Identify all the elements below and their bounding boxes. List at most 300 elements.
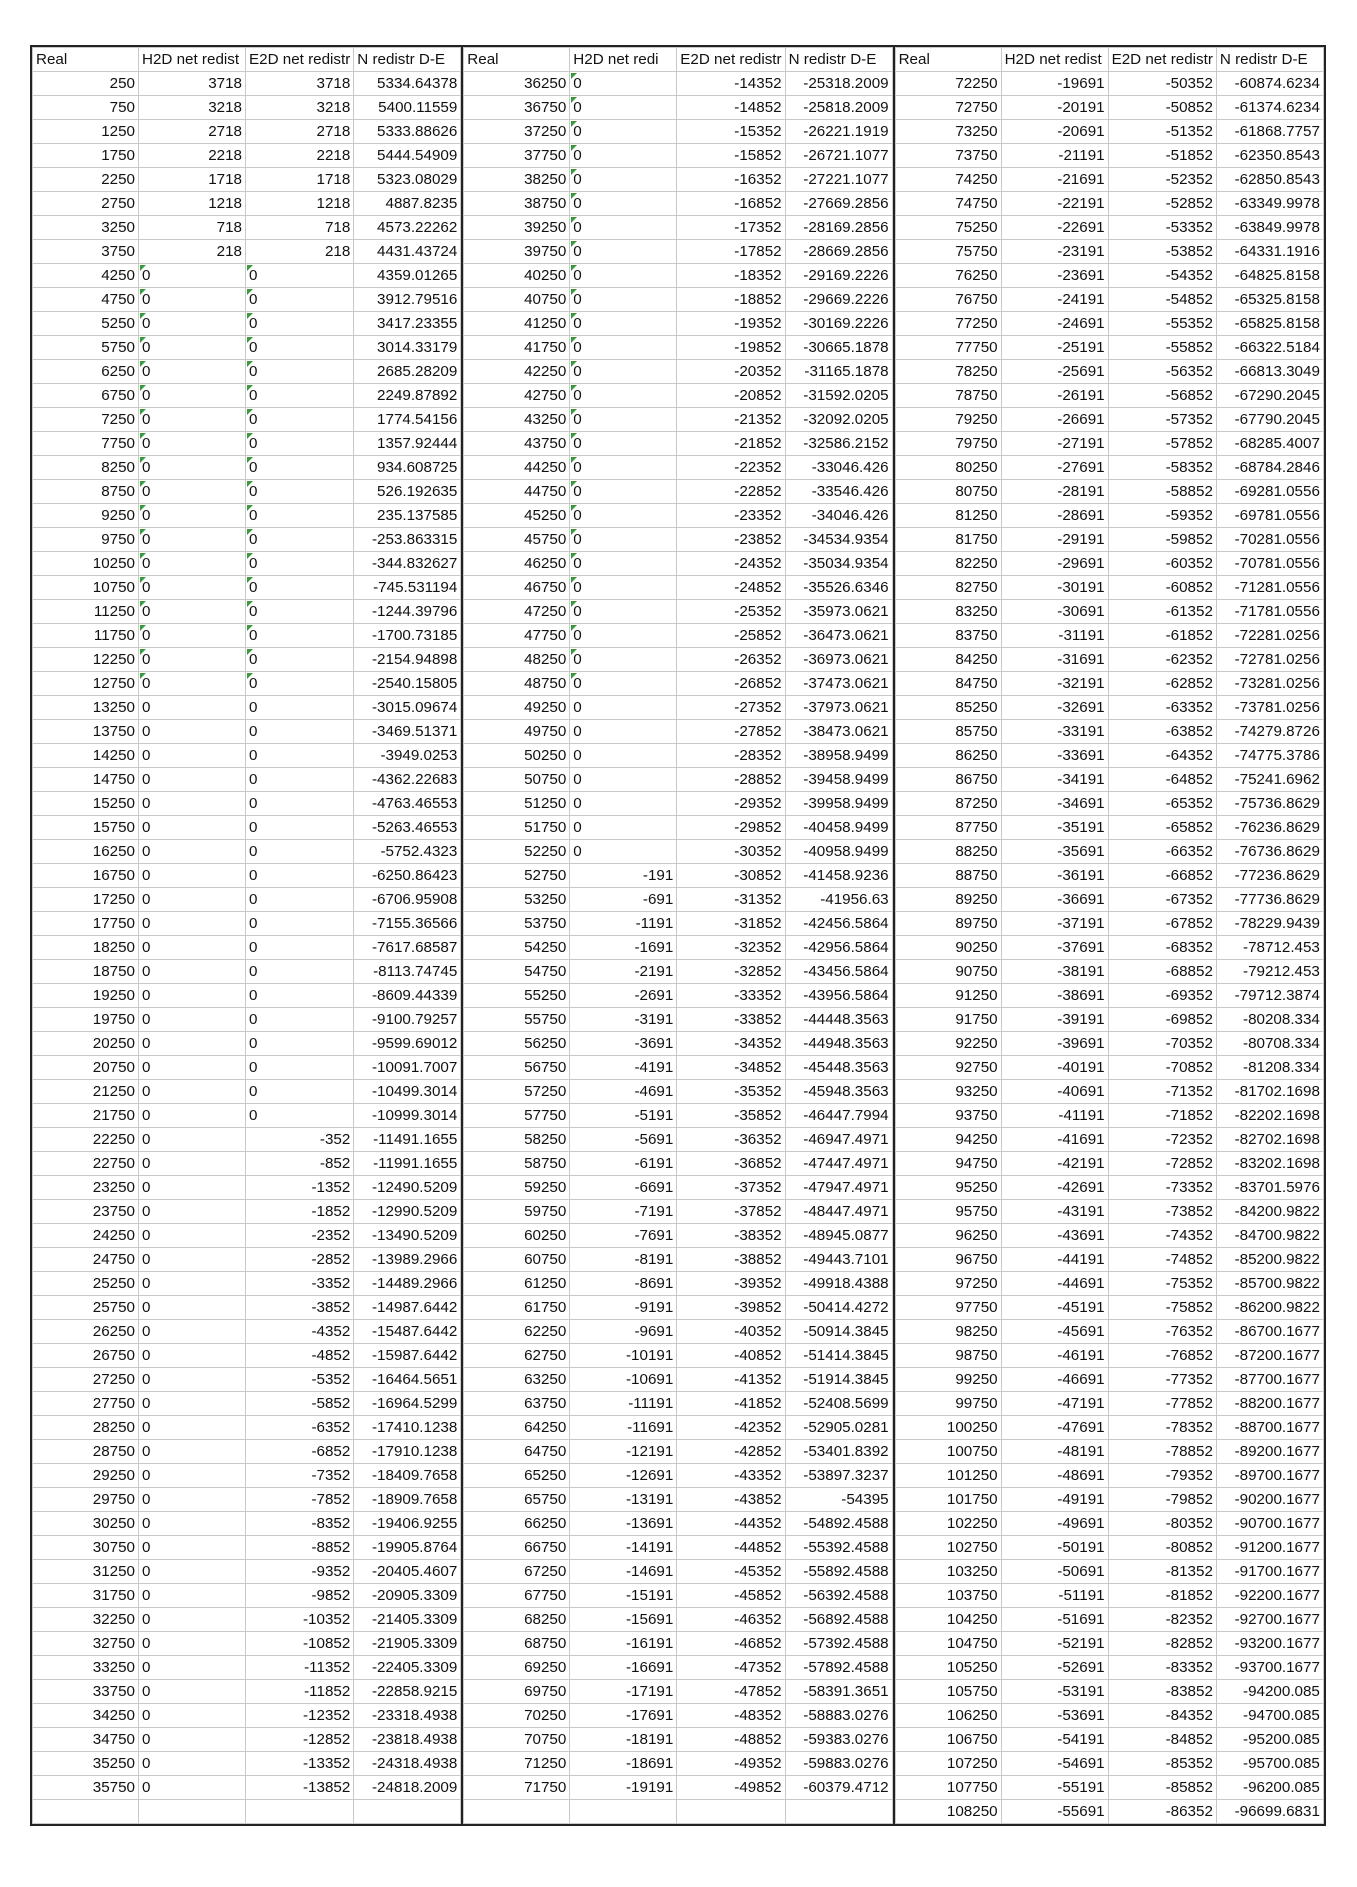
table-cell[interactable]: 5333.88626 [354,120,461,144]
table-cell[interactable]: 1718 [246,168,354,192]
table-cell[interactable]: 0 [139,888,246,912]
table-cell[interactable]: 0 [570,336,677,360]
table-cell[interactable]: -25818.2009 [785,96,892,120]
table-cell[interactable]: 31750 [33,1584,139,1608]
table-cell[interactable]: 0 [139,984,246,1008]
table-cell[interactable]: 0 [570,264,677,288]
table-cell[interactable]: 0 [570,840,677,864]
column-header[interactable]: N redistr D-E [354,48,461,72]
table-cell[interactable]: 0 [139,408,246,432]
table-cell[interactable]: 1357.92444 [354,432,461,456]
table-cell[interactable]: 101250 [895,1464,1001,1488]
table-cell[interactable]: 0 [570,384,677,408]
table-cell[interactable]: 22250 [33,1128,139,1152]
table-cell[interactable]: 0 [570,144,677,168]
table-cell[interactable]: 45750 [464,528,570,552]
table-cell[interactable]: -43191 [1001,1200,1108,1224]
table-cell[interactable]: -4362.22683 [354,768,461,792]
table-cell[interactable]: -44948.3563 [785,1032,892,1056]
table-cell[interactable]: 22750 [33,1152,139,1176]
table-cell[interactable]: -18409.7658 [354,1464,461,1488]
table-cell[interactable]: -44691 [1001,1272,1108,1296]
table-cell[interactable]: 9250 [33,504,139,528]
table-cell[interactable]: -19191 [570,1776,677,1800]
table-cell[interactable]: 107250 [895,1752,1001,1776]
table-cell[interactable]: -31852 [677,912,785,936]
table-cell[interactable]: -41956.63 [785,888,892,912]
table-cell[interactable]: -38352 [677,1224,785,1248]
table-cell[interactable]: 0 [570,768,677,792]
table-cell[interactable]: -48191 [1001,1440,1108,1464]
table-cell[interactable]: -2191 [570,960,677,984]
table-cell[interactable]: 79250 [895,408,1001,432]
table-cell[interactable]: -8691 [570,1272,677,1296]
table-cell[interactable]: 2218 [246,144,354,168]
table-cell[interactable]: -48691 [1001,1464,1108,1488]
table-cell[interactable]: -31592.0205 [785,384,892,408]
table-cell[interactable]: 0 [139,1560,246,1584]
table-cell[interactable]: -32691 [1001,696,1108,720]
table-cell[interactable]: -31691 [1001,648,1108,672]
table-cell[interactable]: 0 [139,1224,246,1248]
table-cell[interactable]: -51691 [1001,1608,1108,1632]
table-cell[interactable]: -29669.2226 [785,288,892,312]
table-cell[interactable]: -21905.3309 [354,1632,461,1656]
table-cell[interactable]: -61374.6234 [1216,96,1323,120]
table-cell[interactable]: -74775.3786 [1216,744,1323,768]
table-cell[interactable]: 21250 [33,1080,139,1104]
table-cell[interactable]: 0 [246,792,354,816]
table-cell[interactable]: -41852 [677,1392,785,1416]
table-cell[interactable]: -80352 [1108,1512,1216,1536]
table-cell[interactable] [785,1800,892,1824]
table-cell[interactable]: 0 [570,576,677,600]
table-cell[interactable]: 14750 [33,768,139,792]
table-cell[interactable]: 24250 [33,1224,139,1248]
table-cell[interactable]: -73781.0256 [1216,696,1323,720]
table-cell[interactable]: -80208.334 [1216,1008,1323,1032]
table-cell[interactable]: -76852 [1108,1344,1216,1368]
table-cell[interactable]: 0 [139,1176,246,1200]
table-cell[interactable]: 81750 [895,528,1001,552]
table-cell[interactable]: -57852 [1108,432,1216,456]
table-cell[interactable]: 0 [246,672,354,696]
table-cell[interactable]: -10352 [246,1608,354,1632]
table-cell[interactable]: -11352 [246,1656,354,1680]
table-cell[interactable]: -66813.3049 [1216,360,1323,384]
table-cell[interactable]: -68352 [1108,936,1216,960]
table-cell[interactable]: -83701.5976 [1216,1176,1323,1200]
table-cell[interactable]: -68852 [1108,960,1216,984]
table-cell[interactable]: 0 [570,168,677,192]
table-cell[interactable]: 0 [139,720,246,744]
table-cell[interactable]: 32250 [33,1608,139,1632]
table-cell[interactable]: 4250 [33,264,139,288]
table-cell[interactable]: -52905.0281 [785,1416,892,1440]
table-cell[interactable]: -95200.085 [1216,1728,1323,1752]
table-cell[interactable]: 80250 [895,456,1001,480]
table-cell[interactable]: 67250 [464,1560,570,1584]
table-cell[interactable]: -50914.3845 [785,1320,892,1344]
table-cell[interactable]: -43956.5864 [785,984,892,1008]
table-cell[interactable]: 26750 [33,1344,139,1368]
table-cell[interactable]: 35750 [33,1776,139,1800]
table-cell[interactable]: -63352 [1108,696,1216,720]
table-cell[interactable]: -17691 [570,1704,677,1728]
table-cell[interactable]: -64331.1916 [1216,240,1323,264]
table-cell[interactable]: 0 [139,1680,246,1704]
table-cell[interactable]: -46191 [1001,1344,1108,1368]
table-cell[interactable]: 63750 [464,1392,570,1416]
table-cell[interactable]: -70852 [1108,1056,1216,1080]
table-cell[interactable]: -18352 [677,264,785,288]
table-cell[interactable]: 0 [570,816,677,840]
table-cell[interactable]: -50191 [1001,1536,1108,1560]
table-cell[interactable]: -32352 [677,936,785,960]
table-cell[interactable]: 218 [246,240,354,264]
table-cell[interactable]: -50352 [1108,72,1216,96]
table-cell[interactable]: 11250 [33,600,139,624]
table-cell[interactable]: -7352 [246,1464,354,1488]
table-cell[interactable]: 96250 [895,1224,1001,1248]
table-cell[interactable]: -26721.1077 [785,144,892,168]
table-cell[interactable]: 0 [139,1368,246,1392]
table-cell[interactable]: -87200.1677 [1216,1344,1323,1368]
table-cell[interactable]: -56352 [1108,360,1216,384]
table-cell[interactable]: 99250 [895,1368,1001,1392]
table-cell[interactable]: 48750 [464,672,570,696]
table-cell[interactable]: 62750 [464,1344,570,1368]
table-cell[interactable]: 0 [246,408,354,432]
table-cell[interactable]: 0 [139,1080,246,1104]
table-cell[interactable]: -85352 [1108,1752,1216,1776]
table-cell[interactable]: -21191 [1001,144,1108,168]
table-cell[interactable]: 16750 [33,864,139,888]
table-cell[interactable]: -74279.8726 [1216,720,1323,744]
table-cell[interactable]: 0 [570,744,677,768]
table-cell[interactable]: -18691 [570,1752,677,1776]
table-cell[interactable]: -56392.4588 [785,1584,892,1608]
table-cell[interactable]: 0 [139,456,246,480]
table-cell[interactable]: -22405.3309 [354,1656,461,1680]
table-cell[interactable]: -46852 [677,1632,785,1656]
table-cell[interactable]: -14852 [677,96,785,120]
table-cell[interactable]: -10852 [246,1632,354,1656]
table-cell[interactable]: -34852 [677,1056,785,1080]
table-cell[interactable]: -12352 [246,1704,354,1728]
table-cell[interactable]: -42956.5864 [785,936,892,960]
column-header[interactable]: H2D net redi [570,48,677,72]
table-cell[interactable]: -47191 [1001,1392,1108,1416]
table-cell[interactable]: -39691 [1001,1032,1108,1056]
table-cell[interactable]: -32586.2152 [785,432,892,456]
table-cell[interactable]: 58750 [464,1152,570,1176]
table-cell[interactable]: 0 [246,864,354,888]
table-cell[interactable]: 0 [139,1416,246,1440]
table-cell[interactable]: -1352 [246,1176,354,1200]
table-cell[interactable] [33,1800,139,1824]
table-cell[interactable]: -45448.3563 [785,1056,892,1080]
table-cell[interactable]: -54892.4588 [785,1512,892,1536]
table-cell[interactable]: 0 [246,528,354,552]
column-header[interactable]: Real [895,48,1001,72]
table-cell[interactable]: -41691 [1001,1128,1108,1152]
table-cell[interactable]: 30750 [33,1536,139,1560]
table-cell[interactable]: 0 [139,1608,246,1632]
table-cell[interactable]: 0 [139,1440,246,1464]
table-cell[interactable]: 0 [246,840,354,864]
table-cell[interactable]: -22858.9215 [354,1680,461,1704]
table-cell[interactable]: 93250 [895,1080,1001,1104]
table-cell[interactable]: 0 [139,1728,246,1752]
table-cell[interactable]: 48250 [464,648,570,672]
table-cell[interactable]: 106750 [895,1728,1001,1752]
table-cell[interactable]: -21691 [1001,168,1108,192]
table-cell[interactable]: -88200.1677 [1216,1392,1323,1416]
table-cell[interactable]: -16852 [677,192,785,216]
table-cell[interactable]: -2852 [246,1248,354,1272]
table-cell[interactable]: -57352 [1108,408,1216,432]
table-cell[interactable]: 87250 [895,792,1001,816]
table-cell[interactable]: -71281.0556 [1216,576,1323,600]
table-cell[interactable]: 7750 [33,432,139,456]
table-cell[interactable]: -23691 [1001,264,1108,288]
table-cell[interactable]: 26250 [33,1320,139,1344]
table-cell[interactable]: 53250 [464,888,570,912]
table-cell[interactable]: -58391.3651 [785,1680,892,1704]
table-cell[interactable]: 0 [570,72,677,96]
table-cell[interactable]: 60250 [464,1224,570,1248]
table-cell[interactable]: 0 [139,696,246,720]
table-cell[interactable]: -23352 [677,504,785,528]
table-cell[interactable]: -12691 [570,1464,677,1488]
table-cell[interactable]: -14691 [570,1560,677,1584]
table-cell[interactable]: 38750 [464,192,570,216]
table-cell[interactable]: -16964.5299 [354,1392,461,1416]
table-cell[interactable]: -34352 [677,1032,785,1056]
table-cell[interactable]: -73352 [1108,1176,1216,1200]
table-cell[interactable]: -90200.1677 [1216,1488,1323,1512]
table-cell[interactable]: 97750 [895,1296,1001,1320]
table-cell[interactable]: 52250 [464,840,570,864]
table-cell[interactable]: -43456.5864 [785,960,892,984]
table-cell[interactable]: -35852 [677,1104,785,1128]
table-cell[interactable]: -60379.4712 [785,1776,892,1800]
table-cell[interactable]: 89250 [895,888,1001,912]
table-cell[interactable]: -33546.426 [785,480,892,504]
table-cell[interactable]: -52352 [1108,168,1216,192]
table-cell[interactable]: 2718 [139,120,246,144]
table-cell[interactable]: -691 [570,888,677,912]
table-cell[interactable]: -4691 [570,1080,677,1104]
table-cell[interactable]: 0 [246,384,354,408]
table-cell[interactable]: -19905.8764 [354,1536,461,1560]
table-cell[interactable]: -20852 [677,384,785,408]
table-cell[interactable]: 28750 [33,1440,139,1464]
table-cell[interactable]: 0 [246,552,354,576]
table-cell[interactable]: -46352 [677,1608,785,1632]
table-cell[interactable]: 66250 [464,1512,570,1536]
table-cell[interactable]: -28191 [1001,480,1108,504]
table-cell[interactable]: -25352 [677,600,785,624]
table-cell[interactable]: -67790.2045 [1216,408,1323,432]
table-cell[interactable]: -40958.9499 [785,840,892,864]
table-cell[interactable]: 0 [570,504,677,528]
table-cell[interactable]: -19691 [1001,72,1108,96]
table-cell[interactable]: -37352 [677,1176,785,1200]
table-cell[interactable]: -51852 [1108,144,1216,168]
table-cell[interactable]: 0 [246,912,354,936]
table-cell[interactable]: -61868.7757 [1216,120,1323,144]
table-cell[interactable]: -81352 [1108,1560,1216,1584]
table-cell[interactable]: -6852 [246,1440,354,1464]
table-cell[interactable]: -28169.2856 [785,216,892,240]
table-cell[interactable]: 93750 [895,1104,1001,1128]
table-cell[interactable]: 71750 [464,1776,570,1800]
table-cell[interactable]: -12852 [246,1728,354,1752]
table-cell[interactable]: 18750 [33,960,139,984]
table-cell[interactable]: 69250 [464,1656,570,1680]
table-cell[interactable]: -7191 [570,1200,677,1224]
table-cell[interactable]: -43852 [677,1488,785,1512]
table-cell[interactable]: -5263.46553 [354,816,461,840]
table-cell[interactable]: -82352 [1108,1608,1216,1632]
table-cell[interactable]: 68750 [464,1632,570,1656]
table-cell[interactable]: 104750 [895,1632,1001,1656]
table-cell[interactable]: -84852 [1108,1728,1216,1752]
table-cell[interactable]: -47691 [1001,1416,1108,1440]
table-cell[interactable]: 2250 [33,168,139,192]
table-cell[interactable]: 14250 [33,744,139,768]
table-cell[interactable]: 0 [570,672,677,696]
table-cell[interactable]: 6750 [33,384,139,408]
table-cell[interactable]: 0 [139,288,246,312]
table-cell[interactable]: -62850.8543 [1216,168,1323,192]
table-cell[interactable]: 12750 [33,672,139,696]
table-cell[interactable]: 32750 [33,1632,139,1656]
table-cell[interactable]: -73281.0256 [1216,672,1323,696]
table-cell[interactable]: -85852 [1108,1776,1216,1800]
table-cell[interactable]: -75736.8629 [1216,792,1323,816]
table-cell[interactable] [139,1800,246,1824]
table-cell[interactable]: 0 [570,288,677,312]
table-cell[interactable]: 0 [570,360,677,384]
table-cell[interactable]: -26852 [677,672,785,696]
table-cell[interactable]: 0 [246,888,354,912]
table-cell[interactable]: -51414.3845 [785,1344,892,1368]
table-cell[interactable]: 3718 [139,72,246,96]
table-cell[interactable]: -13490.5209 [354,1224,461,1248]
table-cell[interactable]: -40352 [677,1320,785,1344]
table-cell[interactable]: 92750 [895,1056,1001,1080]
table-cell[interactable]: 0 [139,360,246,384]
table-cell[interactable]: 61750 [464,1296,570,1320]
table-cell[interactable]: 0 [246,1104,354,1128]
table-cell[interactable] [246,1800,354,1824]
table-cell[interactable]: -44448.3563 [785,1008,892,1032]
table-cell[interactable]: -65352 [1108,792,1216,816]
table-cell[interactable]: 2249.87892 [354,384,461,408]
table-cell[interactable]: -3949.0253 [354,744,461,768]
table-cell[interactable]: -39852 [677,1296,785,1320]
table-cell[interactable]: 105250 [895,1656,1001,1680]
table-cell[interactable]: -38852 [677,1248,785,1272]
table-cell[interactable]: -94700.085 [1216,1704,1323,1728]
table-cell[interactable]: -3852 [246,1296,354,1320]
table-cell[interactable]: 40750 [464,288,570,312]
table-cell[interactable]: -92200.1677 [1216,1584,1323,1608]
table-cell[interactable]: -6250.86423 [354,864,461,888]
table-cell[interactable]: 0 [570,96,677,120]
table-cell[interactable] [354,1800,461,1824]
table-cell[interactable]: -33046.426 [785,456,892,480]
table-cell[interactable]: -40458.9499 [785,816,892,840]
table-cell[interactable]: -34534.9354 [785,528,892,552]
table-cell[interactable]: 0 [139,1272,246,1296]
table-cell[interactable]: -17410.1238 [354,1416,461,1440]
table-cell[interactable]: 70750 [464,1728,570,1752]
column-header[interactable]: Real [464,48,570,72]
table-cell[interactable]: 75750 [895,240,1001,264]
table-cell[interactable]: 0 [246,984,354,1008]
table-cell[interactable]: -4763.46553 [354,792,461,816]
table-cell[interactable]: -59852 [1108,528,1216,552]
table-cell[interactable]: -19352 [677,312,785,336]
table-cell[interactable]: 91750 [895,1008,1001,1032]
table-cell[interactable]: -39958.9499 [785,792,892,816]
table-cell[interactable]: -48447.4971 [785,1200,892,1224]
table-cell[interactable]: -8609.44339 [354,984,461,1008]
table-cell[interactable]: -22352 [677,456,785,480]
table-cell[interactable]: 0 [246,744,354,768]
table-cell[interactable]: -50691 [1001,1560,1108,1584]
table-cell[interactable]: -24691 [1001,312,1108,336]
table-cell[interactable]: 250 [33,72,139,96]
table-cell[interactable]: 63250 [464,1368,570,1392]
table-cell[interactable]: -27669.2856 [785,192,892,216]
table-cell[interactable]: -25852 [677,624,785,648]
table-cell[interactable]: -44852 [677,1536,785,1560]
table-cell[interactable]: -35034.9354 [785,552,892,576]
table-cell[interactable]: -4352 [246,1320,354,1344]
table-cell[interactable]: 35250 [33,1752,139,1776]
table-cell[interactable]: 8750 [33,480,139,504]
table-cell[interactable]: -74852 [1108,1248,1216,1272]
column-header[interactable]: H2D net redist [1001,48,1108,72]
table-cell[interactable]: -253.863315 [354,528,461,552]
table-cell[interactable]: 55750 [464,1008,570,1032]
table-cell[interactable]: 0 [139,1488,246,1512]
table-cell[interactable]: -63849.9978 [1216,216,1323,240]
table-cell[interactable]: 0 [246,768,354,792]
table-cell[interactable]: 74750 [895,192,1001,216]
table-cell[interactable]: -51352 [1108,120,1216,144]
table-cell[interactable]: 36750 [464,96,570,120]
table-cell[interactable]: 102250 [895,1512,1001,1536]
table-cell[interactable]: -75241.6962 [1216,768,1323,792]
table-cell[interactable]: 62250 [464,1320,570,1344]
table-cell[interactable]: 0 [246,336,354,360]
table-cell[interactable]: -11191 [570,1392,677,1416]
table-cell[interactable]: -9191 [570,1296,677,1320]
table-cell[interactable]: -13691 [570,1512,677,1536]
table-cell[interactable]: 81250 [895,504,1001,528]
table-cell[interactable]: -24818.2009 [354,1776,461,1800]
table-cell[interactable] [464,1800,570,1824]
table-cell[interactable] [677,1800,785,1824]
table-cell[interactable]: -91200.1677 [1216,1536,1323,1560]
table-cell[interactable]: 0 [139,1464,246,1488]
